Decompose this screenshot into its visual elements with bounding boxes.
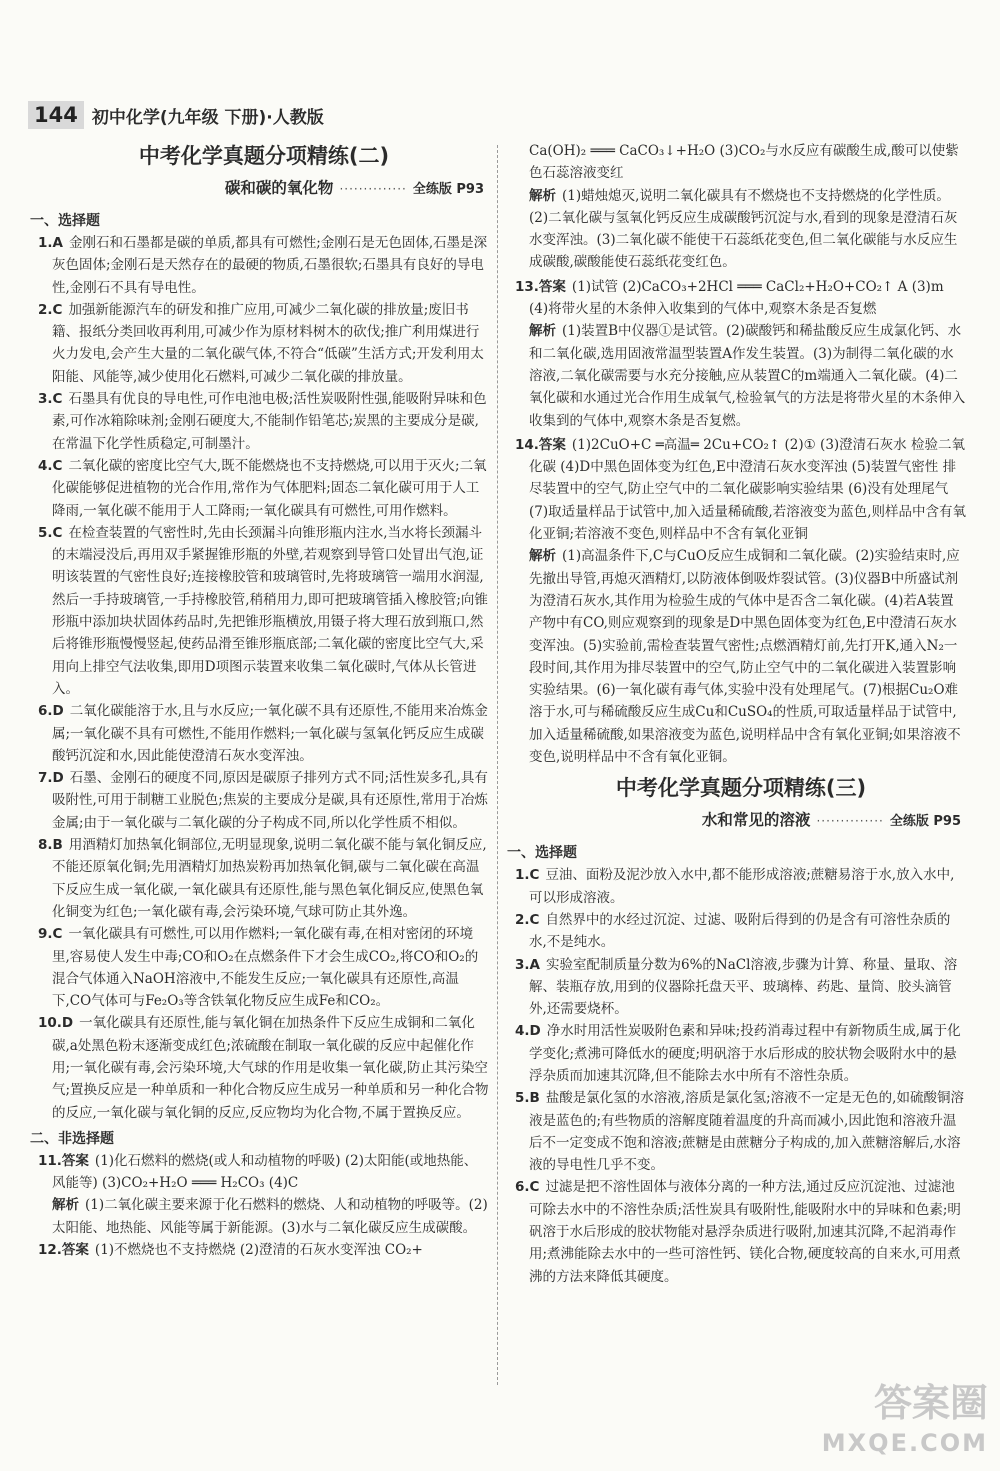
- edition-ref: 全练版 P95: [889, 814, 961, 830]
- answer-item: [38, 455, 490, 522]
- answer-item: [38, 923, 490, 1012]
- answer-item: [515, 1176, 967, 1287]
- leader-dots: ··············: [816, 814, 884, 829]
- section-heading: 一、选择题: [507, 845, 577, 862]
- item-text: 一氧化碳具有还原性,能与氧化铜在加热条件下反应生成铜和二氧化碳,a处黑色粉末逐渐变成红色;浓硫酸在制取一氧化碳的反应中起催化作用;一氧化碳有毒,会污染环境,大气球的作用是收集一氧化碳,防止其污染空气;置换反应是一种单质和一种化合物反应生成另一种单质和另一种化合物的反应,一氧化碳与氧化铜的反应,反应物均为化合物,不属于置换反应。: [52, 1015, 489, 1121]
- item-text: 一氧化碳具有可燃性,可以用作燃料;一氧化碳有毒,在相对密闭的环境里,容易使人发生中毒;CO和O₂在点燃条件下才会生成CO₂,将CO和O₂的混合气体通入NaOH溶液中,不能发生反应;一氧化碳具有还原性,高温下,CO气体可与Fe₂O₃等含铁氧化物反应生成Fe和CO₂。: [52, 926, 479, 1010]
- answer-item: [38, 1150, 490, 1195]
- item-number: 3.C: [38, 391, 63, 408]
- subtitle-text: 碳和碳的氧化物: [224, 179, 334, 197]
- item-number: 14.答案: [515, 436, 566, 453]
- item-number: 13.答案: [515, 278, 566, 295]
- section-subtitle: [38, 176, 490, 202]
- item-answer: (1)2CuO+C ═高温═ 2Cu+CO₂↑ (2)① (3)澄清石灰水 检验二氧化碳 (4)D中黑色固体变为红色,E中澄清石灰水变浑浊 (5)装置气密性 排尽装置中的空气,防止空气中的二氧化碳影响实验结果 (6)没有处理尾气 (7)取适量样品于试管中,加入适量稀硫酸,若溶液变为蓝色,则样品中含有氧化亚铜;若溶液不变色,则样品中不含有氧化亚铜: [529, 436, 966, 543]
- analysis-block: [38, 1194, 490, 1239]
- item-number: 6.D: [38, 703, 64, 720]
- answer-item: [38, 700, 490, 767]
- page-number: 144: [28, 101, 84, 129]
- item-text: 石墨具有优良的导电性,可作电池电极;活性炭吸附性强,能吸附异味和色素,可作冰箱除味剂;金刚石硬度大,不能制作铅笔芯;炭黑的主要成分是碳,在常温下化学性质稳定,可制墨汁。: [52, 391, 487, 452]
- item-number: 5.C: [38, 524, 63, 541]
- analysis-block: [515, 320, 967, 431]
- item-number: 3.A: [515, 956, 540, 973]
- answer-item: [38, 388, 490, 455]
- answer-item: [38, 1239, 490, 1261]
- section-heading: 二、非选择题: [30, 1130, 114, 1147]
- section-title: 中考化学真题分项精练(三): [615, 776, 867, 801]
- analysis-label: 解析: [529, 548, 556, 565]
- item-number: 2.C: [515, 911, 540, 928]
- item-answer: (1)不燃烧也不支持燃烧 (2)澄清的石灰水变浑浊 CO₂+: [94, 1242, 423, 1259]
- item-text: 豆油、面粉及泥沙放入水中,都不能形成溶液;蔗糖易溶于水,放入水中,可以形成溶液。: [529, 867, 955, 906]
- section-subtitle: [515, 808, 967, 834]
- item-text: 用酒精灯加热氧化铜部位,无明显现象,说明二氧化碳不能与氧化铜反应,不能还原氧化铜;先用酒精灯加热炭粉再加热氧化铜,碳与二氧化碳在高温下反应生成一氧化碳,一氧化碳具有还原性,能与黑色氧化铜反应,使黑色氧化铜变为红色;一氧化碳有毒,会污染环境,气球可防止其外逸。: [52, 837, 487, 920]
- analysis-label: 解析: [52, 1197, 79, 1214]
- watermark-text: 答案圈: [873, 1381, 988, 1425]
- watermark-logo: [822, 1383, 988, 1463]
- section-title: 中考化学真题分项精练(二): [138, 144, 390, 168]
- left-column: [30, 142, 490, 1261]
- section-heading: 一、选择题: [30, 213, 100, 229]
- analysis-label: 解析: [529, 187, 556, 204]
- right-column: [507, 140, 967, 1288]
- answer-item: [38, 767, 490, 834]
- item-number: 2.C: [38, 301, 63, 318]
- column-divider: [497, 145, 498, 1385]
- answer-item: [515, 1087, 967, 1176]
- item-number: 9.C: [38, 926, 63, 943]
- item-text: 自然界中的水经过沉淀、过滤、吸附后得到的仍是含有可溶性杂质的水,不是纯水。: [529, 911, 951, 951]
- item-number: 10.D: [38, 1015, 74, 1032]
- book-title: 初中化学(九年级 下册)·人教版: [91, 107, 324, 128]
- answer-item: [38, 299, 490, 388]
- item-text: 二氧化碳能溶于水,且与水反应;一氧化碳不具有还原性,不能用来冶炼金属;一氧化碳不具有可燃性,不能用作燃料;一氧化碳与氢氧化钙反应生成碳酸钙沉淀和水,因此能使澄清石灰水变浑浊。: [52, 703, 488, 764]
- item-number: 12.答案: [38, 1242, 89, 1259]
- answer-item: [38, 232, 490, 299]
- item-number: 6.C: [515, 1179, 540, 1196]
- analysis-block: [515, 185, 967, 274]
- item-number: 11.答案: [38, 1152, 89, 1169]
- item-number: 8.B: [38, 837, 63, 854]
- subtitle-text: 水和常见的溶液: [701, 811, 811, 830]
- answer-item: [515, 909, 967, 954]
- analysis-label: 解析: [529, 323, 556, 340]
- answer-item: [515, 434, 967, 545]
- edition-ref: 全练版 P93: [412, 182, 484, 197]
- answer-item: [38, 1012, 490, 1123]
- item-text: 实验室配制质量分数为6%的NaCl溶液,步骤为计算、称量、量取、溶解、装瓶存放,用到的仪器除托盘天平、玻璃棒、药匙、量筒、胶头滴管外,还需要烧杯。: [529, 956, 958, 1018]
- item-number: 4.D: [515, 1023, 541, 1040]
- item-text: 净水时用活性炭吸附色素和异味;投药消毒过程中有新物质生成,属于化学变化;煮沸可降低水的硬度;明矾溶于水后形成的胶状物会吸附水中的悬浮杂质而加速其沉降,但不能除去水中所有不溶性杂质。: [529, 1023, 961, 1084]
- leader-dots: ··············: [339, 182, 407, 196]
- analysis-text: (1)高温条件下,C与CuO反应生成铜和二氧化碳。(2)实验结束时,应先撤出导管,再熄灭酒精灯,以防液体倒吸炸裂试管。(3)仪器B中所盛试剂为澄清石灰水,其作用为检验生成的气体中是否含二氧化碳。(4)若A装置产物中有CO,则应观察到的现象是D中黑色固体变为红色,E中澄清石灰水变浑浊。(5)实验前,需检查装置气密性;点燃酒精灯前,先打开K,通入N₂一段时间,其作用为排尽装置中的空气,防止空气中的二氧化碳进入装置影响实验结果。(6)一氧化碳有毒气体,实验中没有处理尾气。(7)根据Cu₂O难溶于水,可与稀硫酸反应生成Cu和CuSO₄的性质,可取适量样品于试管中,加入适量稀硫酸,如果溶液变为蓝色,说明样品中含有氧化亚铜;如果溶液不变色,说明样品中不含有氧化亚铜。: [529, 548, 961, 766]
- item-number: 1.C: [515, 867, 540, 884]
- item-number: 7.D: [38, 770, 64, 787]
- answer-item: [38, 522, 490, 700]
- item-number: 5.B: [515, 1090, 540, 1107]
- item-number: 1.A: [38, 235, 63, 251]
- item-number: 4.C: [38, 457, 63, 474]
- answer-item: [515, 954, 967, 1021]
- analysis-text: (1)二氧化碳主要来源于化石燃料的燃烧、人和动植物的呼吸等。(2)太阳能、地热能、风能等属于新能源。(3)水与二氧化碳反应生成碳酸。: [52, 1197, 488, 1236]
- analysis-block: [515, 545, 967, 768]
- item-text: 在检查装置的气密性时,先由长颈漏斗向锥形瓶内注水,当水将长颈漏斗的末端浸没后,再用双手紧握锥形瓶的外壁,若观察到导管口处冒出气泡,证明该装置的气密性良好;连接橡胶管和玻璃管时,先将玻璃管一端用水润湿,然后一手持玻璃管,一手持橡胶管,稍稍用力,即可把玻璃管插入橡胶管;向锥形瓶中添加块状固体药品时,先把锥形瓶横放,用镊子将大理石放到瓶口,然后将锥形瓶慢慢竖起,使药品滑至锥形瓶底部;二氧化碳的密度比空气大,采用向上排空气法收集,即用D项图示装置来收集二氧化碳时,气体从长管进入。: [52, 524, 488, 697]
- answer-item: [515, 1020, 967, 1087]
- item-answer: (1)试管 (2)CaCO₃+2HCl ═══ CaCl₂+H₂O+CO₂↑ A (3)m (4)将带火星的木条伸入收集到的气体中,观察木条是否复燃: [529, 278, 944, 318]
- item-text: 二氧化碳的密度比空气大,既不能燃烧也不支持燃烧,可以用于灭火;二氧化碳能够促进植物的光合作用,常作为气体肥料;固态二氧化碳可用于人工降雨,一氧化碳不能用于人工降雨;一氧化碳具有可燃性,可用作燃料。: [52, 457, 487, 519]
- analysis-text: (1)装置B中仪器①是试管。(2)碳酸钙和稀盐酸反应生成氯化钙、水和二氧化碳,选用固液常温型装置A作发生装置。(3)为制得二氧化碳的水溶液,二氧化碳需要与水充分接触,应从装置C的m端通入二氧化碳。(4)二氧化碳和水通过光合作用生成氧气,检验氧气的方法是将带火星的木条伸入收集到的气体中,观察木条是否复燃。: [529, 323, 966, 429]
- item-text: 石墨、金刚石的硬度不同,原因是碳原子排列方式不同;活性炭多孔,具有吸附性,可用于制糖工业脱色;焦炭的主要成分是碳,具有还原性,常用于冶炼金属;由于一氧化碳与二氧化碳的分子构成不同,所以化学性质不相似。: [52, 770, 488, 831]
- answer-item: [38, 834, 490, 923]
- analysis-text: (1)蜡烛熄灭,说明二氧化碳具有不燃烧也不支持燃烧的化学性质。(2)二氧化碳与氢氧化钙反应生成碳酸钙沉淀与水,看到的现象是澄清石灰水变浑浊。(3)二氧化碳不能使干石蕊纸花变色,但二氧化碳能与水反应生成碳酸,碳酸能使石蕊纸花变红色。: [529, 187, 958, 271]
- item-text: 盐酸是氯化氢的水溶液,溶质是氯化氢;溶液不一定是无色的,如硫酸铜溶液是蓝色的;有些物质的溶解度随着温度的升高而减小,因此饱和溶液升温后不一定变成不饱和溶液;蔗糖是由蔗糖分子构成的,加入蔗糖溶解后,水溶液的导电性几乎不变。: [529, 1090, 964, 1174]
- item-text: 加强新能源汽车的研发和推广应用,可减少二氧化碳的排放量;废旧书籍、报纸分类回收再利用,可减少作为原材料树木的砍伐;推广利用煤进行火力发电,会产生大量的二氧化碳气体,不符合“低碳”生活方式;开发利用太阳能、风能等,减少使用化石燃料,可减少二氧化碳的排放量。: [52, 301, 484, 385]
- item-answer: (1)化石燃料的燃烧(或人和动植物的呼吸) (2)太阳能(或地热能、风能等) (3)CO₂+H₂O ═══ H₂CO₃ (4)C: [52, 1152, 478, 1192]
- watermark-url: MXQE.COM: [821, 1429, 988, 1457]
- answer-item: [515, 864, 967, 909]
- page-header: [28, 100, 324, 130]
- item-text: 金刚石和石墨都是碳的单质,都具有可燃性;金刚石是无色固体,石墨是深灰色固体;金刚石是天然存在的最硬的物质,石墨很软;石墨具有良好的导电性,金刚石不具有导电性。: [52, 235, 488, 296]
- answer-continuation: Ca(OH)₂ ═══ CaCO₃↓+H₂O (3)CO₂与水反应有碳酸生成,酸可以使紫色石蕊溶液变红: [529, 143, 959, 182]
- item-text: 过滤是把不溶性固体与液体分离的一种方法,通过反应沉淀池、过滤池可除去水中的不溶性杂质;活性炭具有吸附性,能吸附水中的异味和色素;明矾溶于水后形成的胶状物能对悬浮杂质进行吸附,加速其沉降,不起消毒作用;煮沸能除去水中的一些可溶性钙、镁化合物,硬度较高的自来水,可用煮沸的方法来降低其硬度。: [529, 1179, 961, 1285]
- answer-item: [515, 276, 967, 321]
